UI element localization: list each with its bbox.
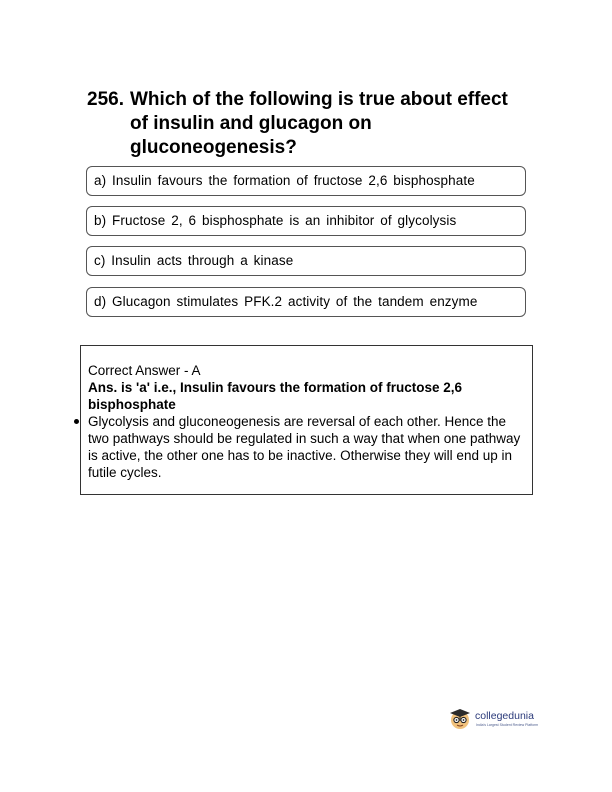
option-d[interactable]: d) Glucagon stimulates PFK.2 activity of the tandem enzyme bbox=[86, 287, 526, 317]
logo-name: collegedunia bbox=[475, 710, 534, 722]
answer-explanation: Glycolysis and gluconeogenesis are reversal of each other. Hence the two pathways should be regulated in such a way that when one pathway is active, the other one has to be inactive. Otherwise they will end up in futile cycles. bbox=[88, 414, 521, 480]
question-text: Which of the following is true about effect of insulin and glucagon on gluconeogenesis? bbox=[130, 89, 508, 158]
option-a[interactable]: a) Insulin favours the formation of fructose 2,6 bisphosphate bbox=[86, 166, 526, 196]
bullet-point bbox=[74, 419, 79, 424]
logo-tagline: India's Largest Student Review Platform bbox=[476, 723, 539, 727]
answer-heading: Ans. is 'a' i.e., Insulin favours the formation of fructose 2,6 bisphosphate bbox=[88, 380, 462, 412]
collegedunia-logo bbox=[448, 704, 558, 734]
option-c[interactable]: c) Insulin acts through a kinase bbox=[86, 246, 526, 276]
correct-answer-label: Correct Answer - A bbox=[88, 363, 201, 378]
option-b[interactable]: b) Fructose 2, 6 bisphosphate is an inhibitor of glycolysis bbox=[86, 206, 526, 236]
question-number: 256. bbox=[87, 89, 124, 110]
answer-box bbox=[80, 345, 533, 495]
answer-content bbox=[88, 362, 528, 481]
graduate-mascot-icon bbox=[448, 706, 472, 730]
